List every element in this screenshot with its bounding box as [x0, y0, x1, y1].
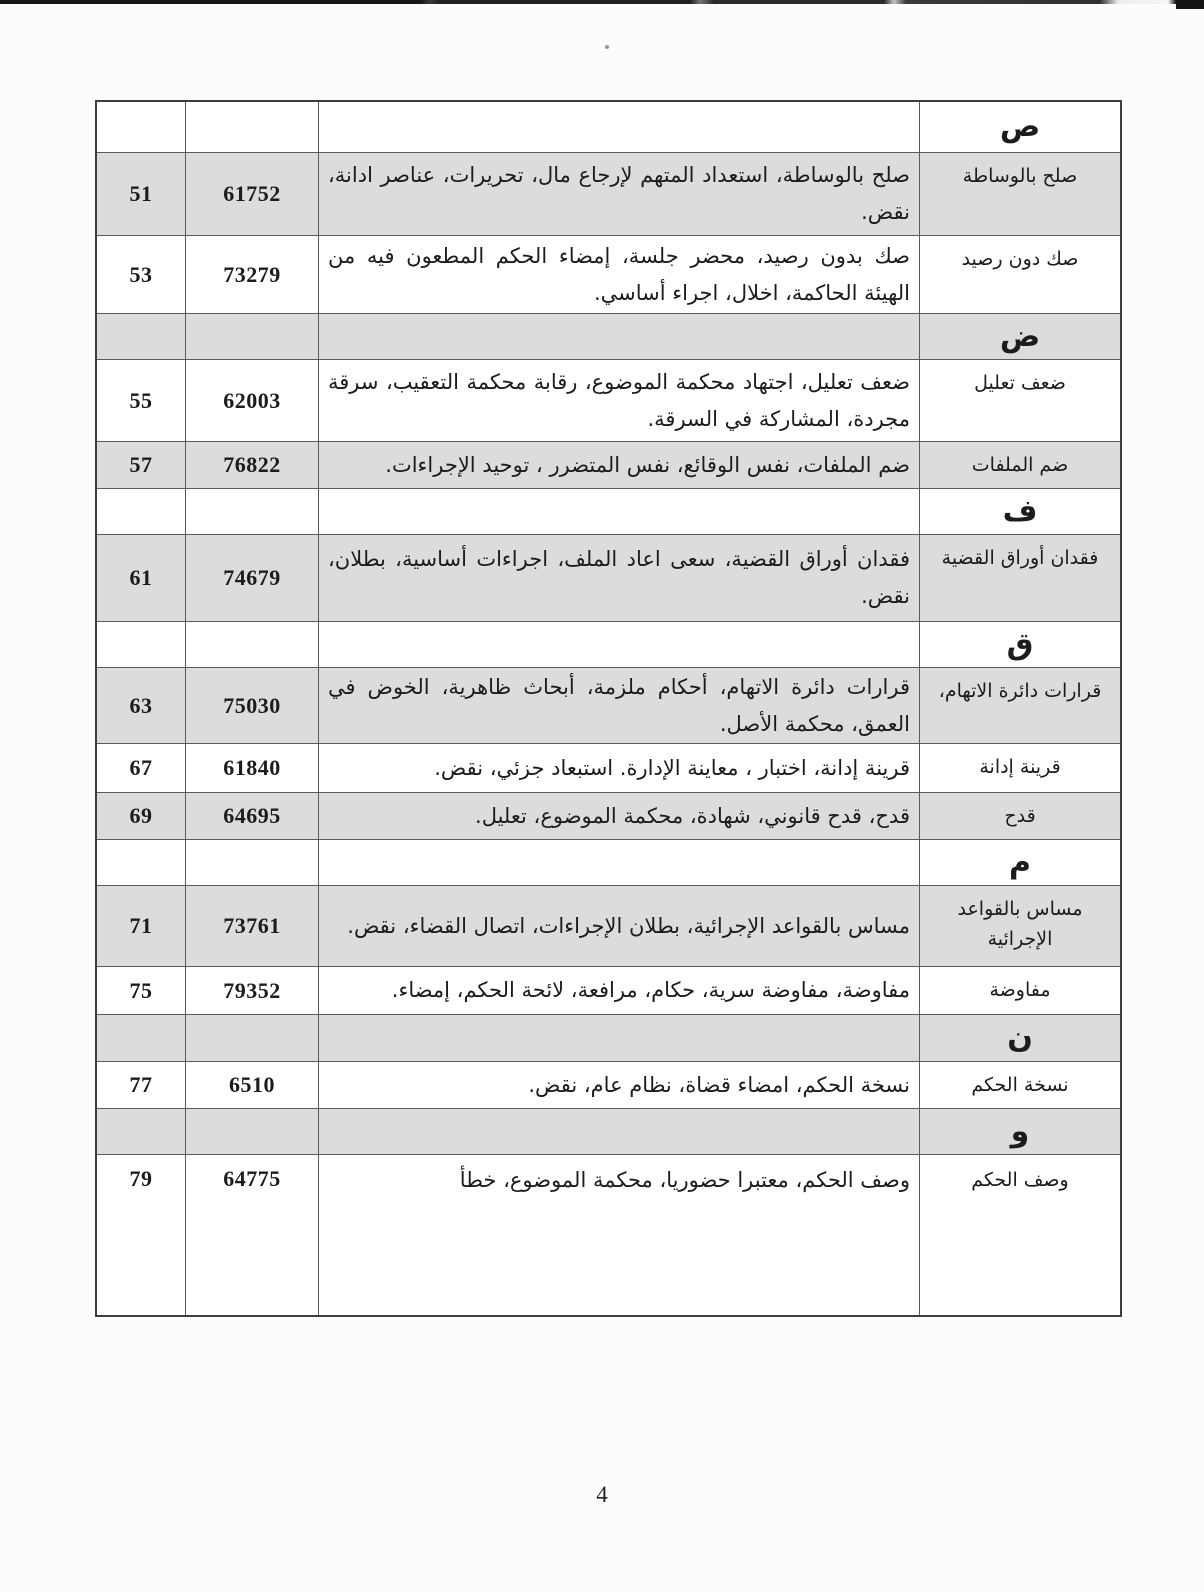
scan-artifact-corner — [1176, 0, 1204, 9]
term-text: صك دون رصيد — [961, 248, 1079, 270]
term-cell — [919, 236, 1120, 313]
keywords-cell — [318, 793, 919, 839]
empty-cell — [318, 1109, 919, 1154]
entry-code: 73279 — [223, 261, 281, 287]
entry-code: 62003 — [223, 387, 281, 413]
page-number-cell — [97, 793, 185, 839]
section-letter: ف — [1002, 493, 1038, 529]
table-row — [97, 359, 1120, 441]
entry-code-cell — [185, 236, 318, 313]
section-letter: ض — [999, 318, 1041, 354]
empty-cell — [318, 840, 919, 885]
entry-code: 61840 — [223, 755, 281, 780]
term-text: مفاوضة — [989, 979, 1051, 1001]
keywords-cell — [318, 1155, 919, 1315]
page-number-cell — [97, 744, 185, 792]
keywords-text: مفاوضة، مفاوضة سرية، حكام، مرافعة، لائحة الحكم، إمضاء. — [391, 978, 910, 1002]
empty-cell — [318, 622, 919, 667]
keyword-index-table — [95, 100, 1122, 1317]
term-cell — [919, 442, 1120, 488]
empty-cell — [318, 1015, 919, 1061]
empty-cell — [318, 489, 919, 534]
table-row — [97, 743, 1120, 792]
page-number-cell — [97, 1062, 185, 1108]
keywords-cell — [318, 236, 919, 313]
entry-code: 79352 — [223, 977, 281, 1003]
keywords-text: فقدان أوراق القضية، سعى اعاد الملف، اجراءات أساسية، بطلان، نقض. — [328, 547, 910, 608]
section-header-row — [97, 1108, 1120, 1154]
page-number-cell — [97, 360, 185, 441]
entry-code-cell — [185, 793, 318, 839]
term-cell — [919, 1062, 1120, 1108]
page-number: 51 — [129, 181, 153, 206]
keywords-text: ضم الملفات، نفس الوقائع، نفس المتضرر ، توحيد الإجراءات. — [385, 452, 910, 477]
section-letter-cell — [919, 1109, 1120, 1154]
page-number-cell — [97, 967, 185, 1014]
term-cell — [919, 967, 1120, 1014]
table-row — [97, 792, 1120, 839]
entry-code-cell — [185, 1062, 318, 1108]
term-text: وصف الحكم — [971, 1169, 1069, 1191]
term-cell — [919, 886, 1120, 966]
page-number-cell — [97, 1155, 185, 1315]
term-text: ضعف تعليل — [974, 372, 1066, 394]
table-row — [97, 667, 1120, 743]
term-cell — [919, 744, 1120, 792]
page-number: 75 — [129, 977, 153, 1003]
entry-code: 74679 — [223, 565, 281, 590]
page-number: 63 — [129, 692, 153, 718]
section-header-row — [97, 621, 1120, 667]
page-number: 53 — [129, 261, 153, 287]
empty-cell — [97, 622, 185, 667]
entry-code-cell — [185, 886, 318, 966]
keywords-cell — [318, 744, 919, 792]
section-letter-cell — [919, 489, 1120, 534]
entry-code-cell — [185, 744, 318, 792]
empty-cell — [185, 314, 318, 359]
entry-code-cell — [185, 360, 318, 441]
entry-code-cell — [185, 535, 318, 621]
section-letter-cell — [919, 1015, 1120, 1061]
page-number-cell — [97, 153, 185, 235]
footer-page-number: 4 — [596, 1482, 608, 1507]
keywords-cell — [318, 535, 919, 621]
page-number: 79 — [129, 1166, 153, 1191]
term-cell — [919, 360, 1120, 441]
section-letter-cell — [919, 840, 1120, 885]
keywords-cell — [318, 967, 919, 1014]
term-text: قرارات دائرة الاتهام، — [938, 680, 1102, 702]
page-number: 67 — [129, 755, 153, 780]
keywords-text: صلح بالوساطة، استعداد المتهم لإرجاع مال، تحريرات، عناصر ادانة، نقض. — [328, 163, 910, 224]
section-letter: ص — [999, 109, 1041, 144]
empty-cell — [97, 489, 185, 534]
empty-cell — [318, 102, 919, 152]
table-row — [97, 235, 1120, 313]
page-number: 55 — [129, 387, 153, 413]
empty-cell — [185, 489, 318, 534]
entry-code-cell — [185, 442, 318, 488]
page-number: 77 — [129, 1072, 153, 1097]
keywords-text: قرينة إدانة، اختبار ، معاينة الإدارة. استبعاد جزئي، نقض. — [434, 755, 910, 780]
section-header-row — [97, 313, 1120, 359]
keywords-text: صك بدون رصيد، محضر جلسة، إمضاء الحكم المطعون فيه من الهيئة الحاكمة، اخلال، اجراء أساسي. — [328, 243, 910, 305]
section-letter: ن — [1007, 1020, 1033, 1055]
empty-cell — [97, 1109, 185, 1154]
section-letter: ق — [1006, 626, 1034, 662]
keywords-cell — [318, 153, 919, 235]
empty-cell — [185, 102, 318, 152]
section-letter-cell — [919, 314, 1120, 359]
term-cell — [919, 793, 1120, 839]
term-text: قدح — [1004, 805, 1036, 827]
page-number-cell — [97, 442, 185, 488]
section-header-row — [97, 102, 1120, 152]
keywords-text: قرارات دائرة الاتهام، أحكام ملزمة، أبحاث ظاهرية، الخوض في العمق، محكمة الأصل. — [328, 674, 910, 736]
entry-code-cell — [185, 668, 318, 743]
table-row — [97, 885, 1120, 966]
page-number: 69 — [129, 803, 153, 828]
keywords-text: نسخة الحكم، امضاء قضاة، نظام عام، نقض. — [528, 1072, 910, 1097]
empty-cell — [97, 840, 185, 885]
keywords-cell — [318, 1062, 919, 1108]
scan-speck — [605, 45, 609, 49]
table-row — [97, 152, 1120, 235]
page-number: 57 — [129, 452, 153, 477]
entry-code: 76822 — [223, 452, 281, 477]
entry-code: 61752 — [223, 181, 281, 206]
empty-cell — [185, 622, 318, 667]
term-cell — [919, 668, 1120, 743]
empty-cell — [185, 1015, 318, 1061]
term-cell — [919, 1155, 1120, 1315]
page-number-cell — [97, 886, 185, 966]
entry-code: 64775 — [223, 1166, 281, 1191]
entry-code-cell — [185, 1155, 318, 1315]
keywords-cell — [318, 886, 919, 966]
page-number-cell — [97, 535, 185, 621]
term-cell — [919, 535, 1120, 621]
page-number-cell — [97, 668, 185, 743]
table-row — [97, 966, 1120, 1014]
keywords-text: قدح، قدح قانوني، شهادة، محكمة الموضوع، تعليل. — [475, 803, 910, 828]
section-letter-cell — [919, 102, 1120, 152]
scan-artifact-band — [0, 0, 1204, 4]
empty-cell — [318, 314, 919, 359]
entry-code-cell — [185, 153, 318, 235]
entry-code-cell — [185, 967, 318, 1014]
term-cell — [919, 153, 1120, 235]
section-letter: م — [1009, 844, 1031, 880]
section-letter-cell — [919, 622, 1120, 667]
empty-cell — [185, 1109, 318, 1154]
entry-code: 73761 — [223, 913, 281, 938]
keywords-text: ضعف تعليل، اجتهاد محكمة الموضوع، رقابة محكمة التعقيب، سرقة مجردة، المشاركة في السرقة. — [328, 369, 910, 431]
section-header-row — [97, 839, 1120, 885]
table-row — [97, 1154, 1120, 1315]
term-text: قرينة إدانة — [979, 756, 1061, 778]
keywords-cell — [318, 668, 919, 743]
table-row — [97, 441, 1120, 488]
term-text: صلح بالوساطة — [962, 165, 1078, 187]
keywords-text: وصف الحكم، معتبرا حضوريا، محكمة الموضوع، خطأ — [459, 1168, 910, 1192]
table-row — [97, 1061, 1120, 1108]
term-text: مساس بالقواعد الإجرائية — [957, 898, 1083, 950]
term-text: ضم الملفات — [971, 454, 1069, 476]
page-number: 71 — [129, 913, 153, 938]
table-row — [97, 534, 1120, 621]
empty-cell — [185, 840, 318, 885]
term-text: فقدان أوراق القضية — [941, 547, 1099, 569]
section-header-row — [97, 1014, 1120, 1061]
keywords-cell — [318, 442, 919, 488]
term-text: نسخة الحكم — [971, 1074, 1069, 1096]
entry-code: 6510 — [229, 1072, 275, 1097]
empty-cell — [97, 102, 185, 152]
keywords-text: مساس بالقواعد الإجرائية، بطلان الإجراءات، اتصال القضاء، نقض. — [347, 913, 910, 938]
empty-cell — [97, 314, 185, 359]
page-number: 61 — [129, 565, 153, 590]
empty-cell — [97, 1015, 185, 1061]
entry-code: 64695 — [223, 803, 281, 828]
page-number-cell — [97, 236, 185, 313]
section-header-row — [97, 488, 1120, 534]
keywords-cell — [318, 360, 919, 441]
section-letter: و — [1010, 1113, 1030, 1149]
entry-code: 75030 — [223, 692, 281, 718]
